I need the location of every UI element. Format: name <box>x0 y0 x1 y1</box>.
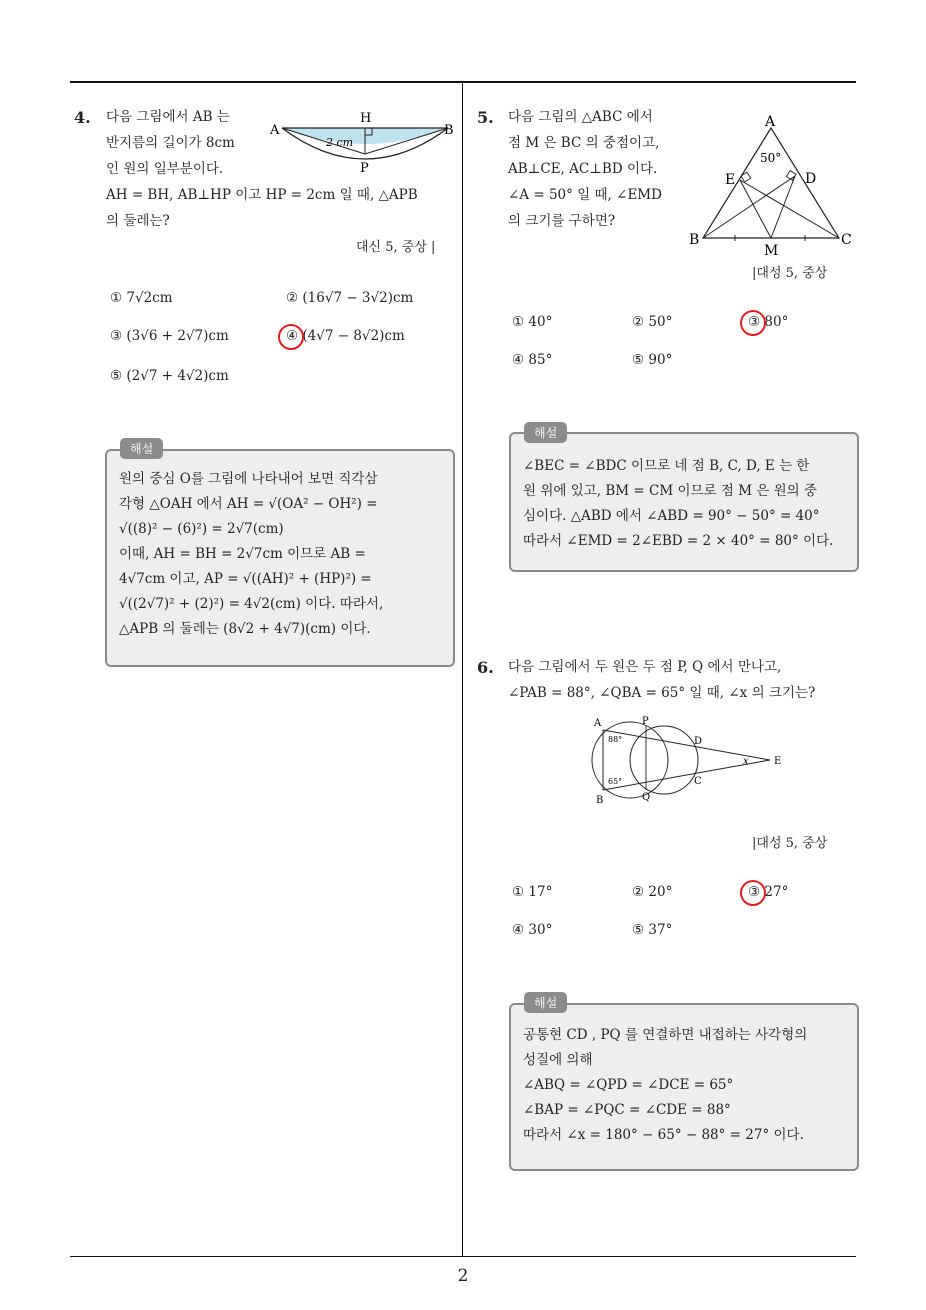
q4-choice-4[interactable]: ④ (4√7 − 8√2)cm <box>286 328 405 344</box>
q4-choice-1[interactable]: ① 7√2cm <box>110 290 173 306</box>
q5-choice-1[interactable]: ① 40° <box>512 314 553 330</box>
q6-solution-tag: 해설 <box>524 992 567 1013</box>
q6-number: 6. <box>477 658 494 677</box>
q5-solution-line-3: 심이다. △ABD 에서 ∠ABD = 90° − 50° = 40° <box>523 508 820 524</box>
q6-label-Q: Q <box>642 792 651 803</box>
q4-solution-line-7: △APB 의 둘레는 (8√2 + 4√7)(cm) 이다. <box>119 621 371 637</box>
q5-label-D: D <box>805 171 817 187</box>
q4-solution-line-4: 이때, AH = BH = 2√7cm 이므로 AB = <box>119 546 366 562</box>
q4-choice-5[interactable]: ⑤ (2√7 + 4√2)cm <box>110 368 229 384</box>
q5-label-E: E <box>725 172 736 188</box>
q4-text-bottom <box>106 182 461 234</box>
q6-label-88: 88° <box>608 735 623 744</box>
q4-solution-line-2: 각형 △OAH 에서 AH = √(OA² − OH²) = <box>119 496 378 512</box>
q4-answer-circle <box>278 324 304 350</box>
q5-label-B: B <box>689 232 700 248</box>
q6-solution-box <box>509 1003 859 1171</box>
q5-choice-3[interactable]: ③ 80° <box>748 314 789 330</box>
q6-label-E: E <box>774 756 782 767</box>
q4-choice-2[interactable]: ② (16√7 − 3√2)cm <box>286 290 414 306</box>
q6-figure <box>588 714 788 806</box>
q4-line-5: 의 둘레는? <box>106 213 170 229</box>
q6-solution-line-1: 공통현 CD , PQ 를 연결하면 내접하는 사각형의 <box>523 1027 808 1043</box>
q4-choice-3[interactable]: ③ (3√6 + 2√7)cm <box>110 328 229 344</box>
q5-solution-tag: 해설 <box>524 422 567 443</box>
q5-figure <box>685 110 855 260</box>
q6-line-2: ∠PAB = 88°, ∠QBA = 65° 일 때, ∠x 의 크기는? <box>508 685 816 701</box>
q6-label-B: B <box>596 795 604 806</box>
q4-figure <box>268 104 460 178</box>
q5-solution-line-1: ∠BEC = ∠BDC 이므로 네 점 B, C, D, E 는 한 <box>523 458 810 474</box>
column-divider <box>462 83 463 1256</box>
q4-solution-line-3: √((8)² − (6)²) = 2√7(cm) <box>119 521 284 537</box>
q6-label-P: P <box>642 716 649 727</box>
q5-line-1: 다음 그림의 △ABC 에서 <box>508 109 653 125</box>
q6-choice-4[interactable]: ④ 30° <box>512 922 553 938</box>
q4-label-H: H <box>360 111 372 126</box>
q4-solution-tag: 해설 <box>120 438 163 459</box>
q5-label-angle: 50° <box>760 151 782 165</box>
q5-text <box>508 104 688 234</box>
q5-label-C: C <box>841 232 852 248</box>
q6-solution-line-3: ∠ABQ = ∠QPD = ∠DCE = 65° <box>523 1077 734 1093</box>
q6-choice-5[interactable]: ⑤ 37° <box>632 922 673 938</box>
q5-choice-2[interactable]: ② 50° <box>632 314 673 330</box>
q6-answer-circle <box>740 880 766 906</box>
q4-number: 4. <box>74 108 91 127</box>
q6-line-1: 다음 그림에서 두 원은 두 점 P, Q 에서 만나고, <box>508 659 782 675</box>
q4-label-P: P <box>360 161 369 176</box>
q6-solution-text <box>523 1023 849 1148</box>
q6-label-C: C <box>694 776 702 787</box>
q4-solution-line-5: 4√7cm 이고, AP = √((AH)² + (HP)²) = <box>119 571 372 587</box>
q5-label-M: M <box>764 243 779 259</box>
q5-label-A: A <box>765 114 776 130</box>
q4-solution-text <box>119 467 445 642</box>
q4-source: 대신 5, 중상 | <box>356 240 436 255</box>
q6-label-65: 65° <box>608 777 623 786</box>
q6-solution-line-2: 성질에 의해 <box>523 1052 593 1068</box>
q4-label-A: A <box>270 123 280 138</box>
q4-line-3: 인 원의 일부분이다. <box>106 161 224 177</box>
q5-line-4: ∠A = 50° 일 때, ∠EMD <box>508 187 662 203</box>
q5-choice-4[interactable]: ④ 85° <box>512 352 553 368</box>
q5-solution-line-4: 따라서 ∠EMD = 2∠EBD = 2 × 40° = 80° 이다. <box>523 533 834 549</box>
q6-text <box>508 654 858 706</box>
top-rule <box>70 81 856 83</box>
q6-label-A: A <box>594 718 602 729</box>
page-number: 2 <box>457 1266 469 1286</box>
q5-choice-5[interactable]: ⑤ 90° <box>632 352 673 368</box>
q4-label-B: B <box>444 123 454 138</box>
q5-number: 5. <box>477 108 494 127</box>
q4-line-1: 다음 그림에서 AB 는 <box>106 109 230 125</box>
q4-solution-line-1: 원의 중심 O를 그림에 나타내어 보면 직각삼 <box>119 471 378 487</box>
q6-source: |대성 5, 중상 <box>752 836 828 851</box>
q5-line-5: 의 크기를 구하면? <box>508 213 616 229</box>
q5-solution-box <box>509 432 859 572</box>
q5-solution-text <box>523 454 849 554</box>
q5-answer-circle <box>740 310 766 336</box>
q5-source: |대성 5, 중상 <box>752 266 828 281</box>
q4-solution-line-6: √((2√7)² + (2)²) = 4√2(cm) 이다. 따라서, <box>119 596 384 612</box>
bottom-rule <box>70 1256 856 1257</box>
q4-label-length: 2 cm <box>326 136 354 149</box>
q4-line-4: AH = BH, AB⊥HP 이고 HP = 2cm 일 때, △APB <box>106 187 418 203</box>
q6-solution-line-4: ∠BAP = ∠PQC = ∠CDE = 88° <box>523 1102 731 1118</box>
q6-choice-1[interactable]: ① 17° <box>512 884 553 900</box>
q5-solution-line-2: 원 위에 있고, BM = CM 이므로 점 M 은 원의 중 <box>523 483 818 499</box>
q6-solution-line-5: 따라서 ∠x = 180° − 65° − 88° = 27° 이다. <box>523 1127 804 1143</box>
q4-line-2: 반지름의 길이가 8cm <box>106 135 235 151</box>
q6-choice-3[interactable]: ③ 27° <box>748 884 789 900</box>
q5-line-2: 점 M 은 BC 의 중점이고, <box>508 135 660 151</box>
q6-label-D: D <box>694 736 703 747</box>
q6-label-x: x <box>743 756 749 767</box>
q5-line-3: AB⊥CE, AC⊥BD 이다. <box>508 161 658 177</box>
q4-text-top <box>106 104 276 182</box>
q4-solution-box <box>105 449 455 667</box>
q6-choice-2[interactable]: ② 20° <box>632 884 673 900</box>
